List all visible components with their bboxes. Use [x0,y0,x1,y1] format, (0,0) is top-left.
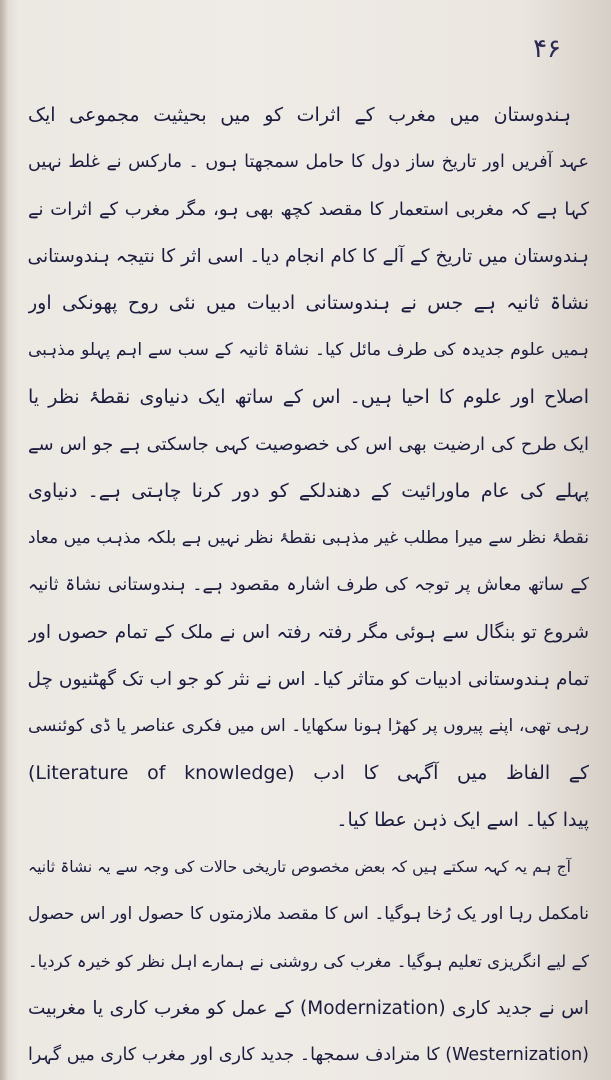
text-line: نقطۂ نظر سے میرا مطلب غیر مذہبی نقطۂ نظر نہیں ہے بلکہ مذہب میں معاد [28,528,589,548]
text-line: پہلے کی عام ماورائیت کے دھندلکے کو دور کرنا چاہتی ہے۔ دنیاوی [28,480,589,502]
text-line: کے الفاظ میں آگہی کا ادب (Literature of knowledge) [28,762,589,784]
text-line: رہی تھی، اپنے پیروں پر کھڑا ہونا سکھایا۔ اس میں فکری عناصر یا ڈی کوئنسی [28,716,589,736]
text-line: (Westernization) کا مترادف سمجھا۔ جدید کاری اور مغرب کاری میں گہرا [28,1045,589,1065]
text-line: اس نے جدید کاری (Modernization) کے عمل کو مغرب کاری یا مغربیت [28,998,589,1019]
text-line: ایک طرح کی ارضیت بھی اس کی خصوصیت کہی جاسکتی ہے جو اس سے [28,434,589,455]
page-spine-shadow [0,0,8,1080]
text-line: کے ساتھ معاش پر توجہ کی طرف اشارہ مقصود ہے۔ ہندوستانی نشاۃ ثانیہ [28,575,589,595]
text-line: نشاۃ ثانیہ ہے جس نے ہندوستانی ادبیات میں نئی روح پھونکی اور [28,292,589,314]
text-line: آج ہم یہ کہہ سکتے ہیں کہ بعض مخصوص تاریخی حالات کی وجہ سے یہ نشاۃ ثانیہ [28,858,571,876]
page-number: ۴۶ [533,34,561,64]
text-line: ہندوستان میں تاریخ کے آلے کا کام انجام دیا۔ اسی اثر کا نتیجہ ہندوستانی [28,246,589,267]
text-line: تمام ہندوستانی ادبیات کو متاثر کیا۔ اس نے نثر کو جو اب تک گھٹنیوں چل [28,669,589,690]
text-line: شروع تو بنگال سے ہوئی مگر رفتہ رفتہ اس نے ملک کے تمام حصوں اور [28,622,589,643]
text-line: کے لیے انگریزی تعلیم ہوگیا۔ مغرب کی روشنی نے ہمارے اہل نظر کو خیرہ کردیا۔ [28,952,589,971]
text-line: ہندوستان میں مغرب کے اثرات کو میں بحیثیت مجموعی ایک [28,104,571,126]
text-line: ہمیں علوم جدیدہ کی طرف مائل کیا۔ نشاۃ ثانیہ کے سب سے اہم پہلو مذہبی [28,340,589,360]
text-line: اصلاح اور علوم کا احیا ہیں۔ اس کے ساتھ ایک دنیاوی نقطۂ نظر یا [28,386,589,408]
text-line: پیدا کیا۔ اسے ایک ذہن عطا کیا۔ [336,809,589,831]
text-line: نامکمل رہا اور یک رُخا ہوگیا۔ اس کا مقصد ملازمتوں کا حصول اور اس حصول [28,904,589,924]
text-line: کہا ہے کہ مغربی استعمار کا مقصد کچھ بھی ہو، مگر مغرب کے اثرات نے [28,199,589,220]
text-line: عہد آفریں اور تاریخ ساز دول کا حامل سمجھتا ہوں ۔ مارکس نے غلط نہیں [28,152,589,172]
body-text [28,92,589,1079]
